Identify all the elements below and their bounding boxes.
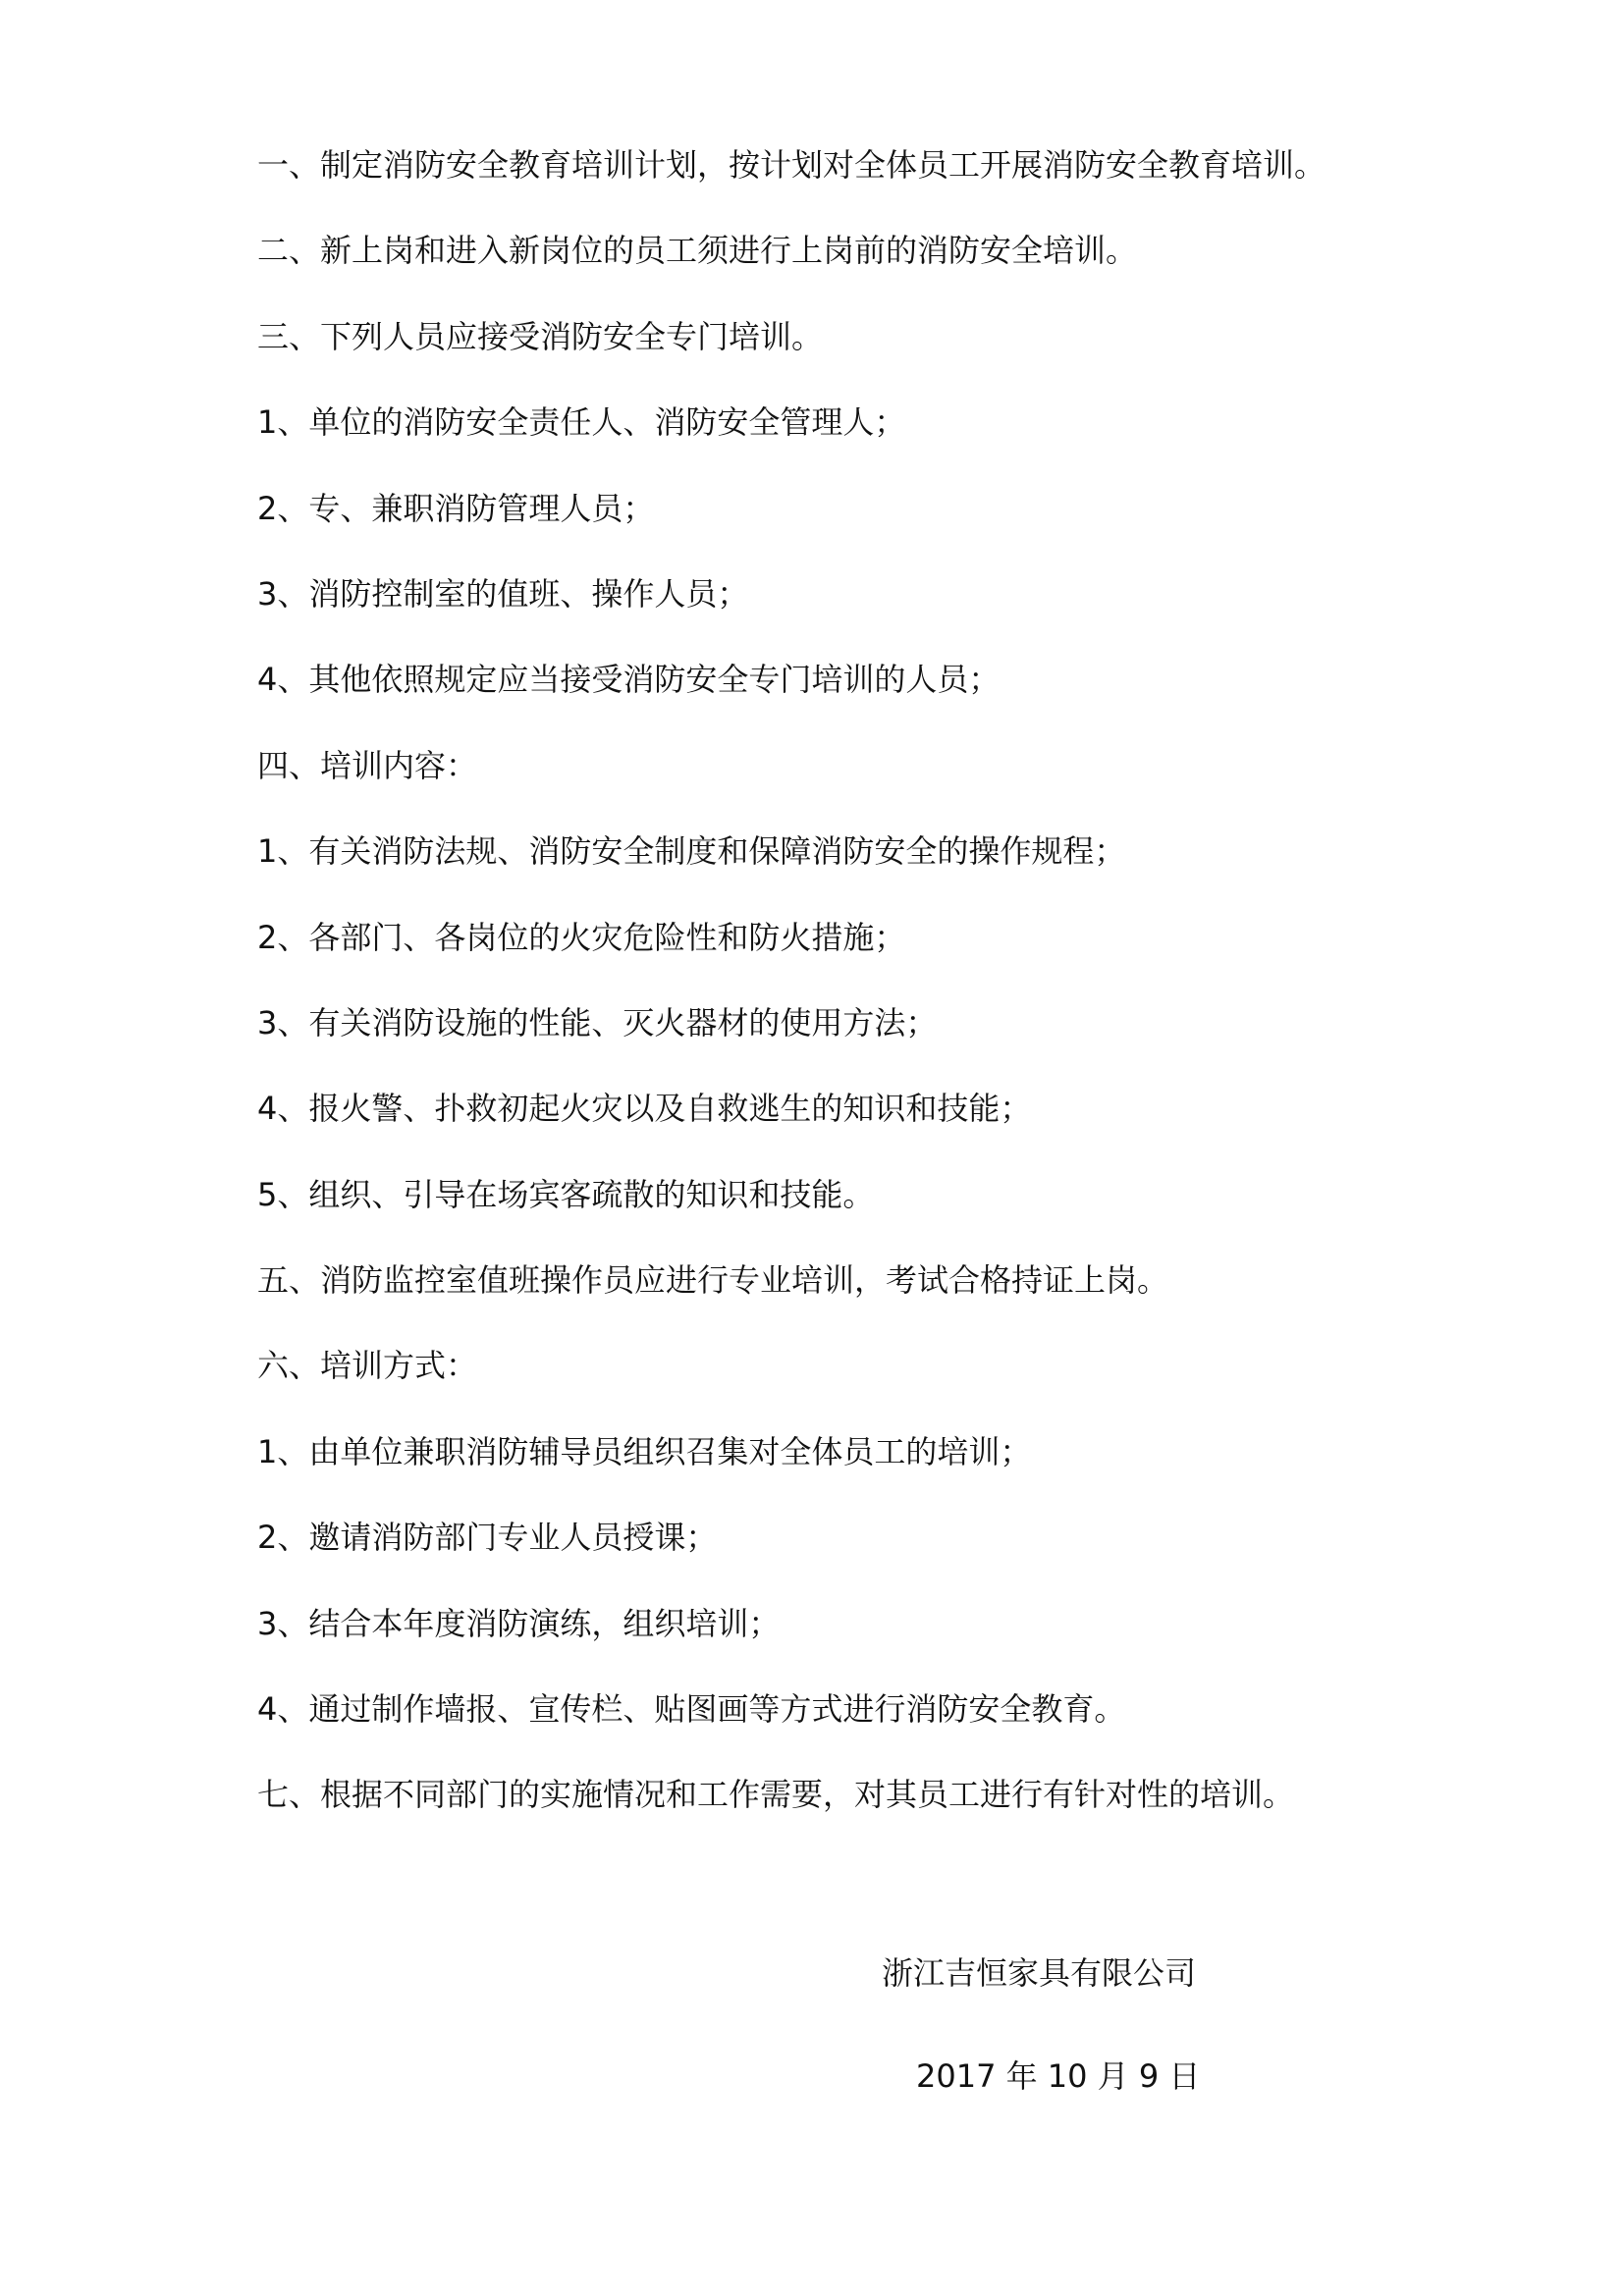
list-item-4-2: 2、各部门、各岗位的火灾危险性和防火措施； xyxy=(257,918,906,956)
list-item-3-4: 4、其他依照规定应当接受消防安全专门培训的人员； xyxy=(257,661,1001,699)
paragraph-1: 一、制定消防安全教育培训计划，按计划对全体员工开展消防安全教育培训。 xyxy=(257,146,1326,184)
list-item-4-5: 5、组织、引导在场宾客疏散的知识和技能。 xyxy=(257,1175,875,1213)
list-item-3-2: 2、专、兼职消防管理人员； xyxy=(257,489,655,527)
list-item-3-3: 3、消防控制室的值班、操作人员； xyxy=(257,574,749,613)
document-date: 2017 年 10 月 9 日 xyxy=(916,2057,1201,2095)
paragraph-4: 四、培训内容： xyxy=(257,746,478,784)
list-item-3-1: 1、单位的消防安全责任人、消防安全管理人； xyxy=(257,403,906,442)
list-item-6-2: 2、邀请消防部门专业人员授课； xyxy=(257,1519,718,1557)
document-body xyxy=(257,145,1475,1861)
list-item-6-1: 1、由单位兼职消防辅导员组织召集对全体员工的培训； xyxy=(257,1432,1032,1470)
list-item-4-1: 1、有关消防法规、消防安全制度和保障消防安全的操作规程； xyxy=(257,832,1126,871)
paragraph-7: 七、根据不同部门的实施情况和工作需要，对其员工进行有针对性的培训。 xyxy=(257,1776,1295,1814)
paragraph-3: 三、下列人员应接受消防安全专门培训。 xyxy=(257,317,824,355)
list-item-4-3: 3、有关消防设施的性能、灭火器材的使用方法； xyxy=(257,1003,938,1041)
paragraph-2: 二、新上岗和进入新岗位的员工须进行上岗前的消防安全培训。 xyxy=(257,232,1138,270)
paragraph-6: 六、培训方式： xyxy=(257,1347,478,1385)
paragraph-5: 五、消防监控室值班操作员应进行专业培训，考试合格持证上岗。 xyxy=(257,1261,1169,1300)
list-item-6-3: 3、结合本年度消防演练，组织培训； xyxy=(257,1604,781,1642)
list-item-6-4: 4、通过制作墙报、宣传栏、贴图画等方式进行消防安全教育。 xyxy=(257,1690,1126,1729)
company-name: 浙江吉恒家具有限公司 xyxy=(882,1954,1197,1992)
list-item-4-4: 4、报火警、扑救初起火灾以及自救逃生的知识和技能； xyxy=(257,1090,1032,1128)
